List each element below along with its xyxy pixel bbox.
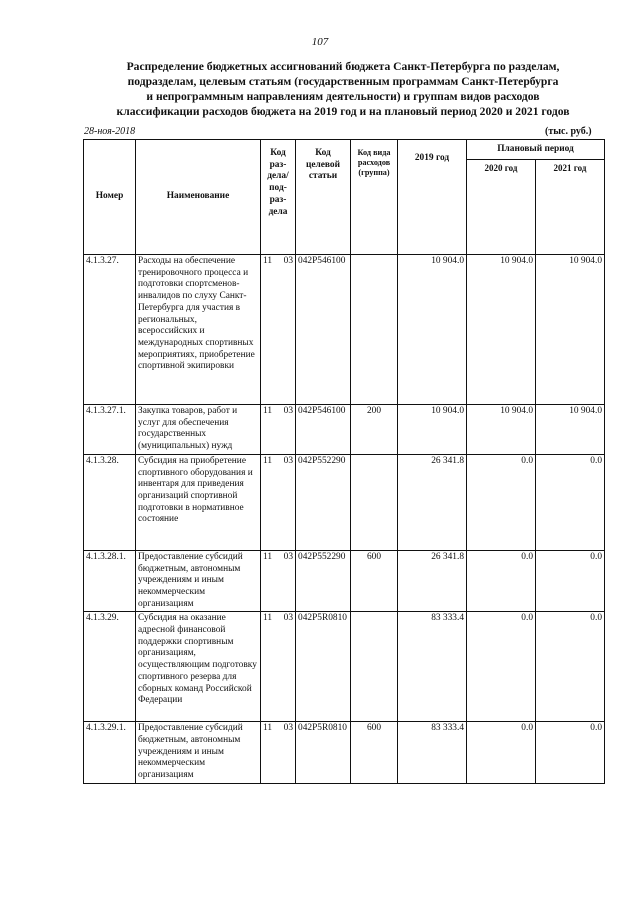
row-target: 042P546100 [296,405,351,455]
row-2019: 26 341.8 [398,550,467,612]
razdel-code: 11 [263,551,273,562]
row-2020: 0.0 [467,550,536,612]
row-2020: 0.0 [467,454,536,550]
razdel-code: 11 [263,613,273,624]
row-razdel [261,722,296,784]
row-2020: 0.0 [467,722,536,784]
row-2020: 10 904.0 [467,255,536,405]
budget-table [83,139,605,784]
subrazdel-code: 03 [283,256,293,266]
razdel-code: 11 [263,256,273,266]
row-2021: 0.0 [536,612,605,722]
table-row [84,405,605,455]
row-2019: 83 333.4 [398,612,467,722]
header-2019: 2019 год [398,140,467,255]
row-2019: 10 904.0 [398,255,467,405]
row-2021: 10 904.0 [536,255,605,405]
row-number: 4.1.3.28. [84,454,136,550]
razdel-code: 11 [263,455,273,466]
subrazdel-code: 03 [283,723,293,734]
row-2021: 10 904.0 [536,405,605,455]
razdel-code: 11 [263,406,273,416]
header-target: Код целевой статьи [296,140,351,255]
title-line: Распределение бюджетных ассигнований бюджета Санкт-Петербурга по разделам, [126,60,560,73]
razdel-code: 11 [263,723,273,734]
row-2019: 10 904.0 [398,405,467,455]
row-2021: 0.0 [536,722,605,784]
row-2021: 0.0 [536,550,605,612]
header-2020: 2020 год [467,160,536,255]
row-name: Субсидия на приобретение спортивного оборудования и инвентаря для приведения организаций спортивной подготовки в нормативное состояние [136,454,261,550]
subrazdel-code: 03 [283,455,293,466]
page-number: 107 [311,36,329,48]
table-row [84,612,605,722]
row-razdel [261,612,296,722]
title-line: классификации расходов бюджета на 2019 год и на плановый период 2020 и 2021 годов [116,105,570,118]
row-number: 4.1.3.27.1. [84,405,136,455]
row-razdel [261,255,296,405]
row-vid: 600 [351,722,398,784]
row-2020: 10 904.0 [467,405,536,455]
subrazdel-code: 03 [283,551,293,562]
row-razdel [261,550,296,612]
row-name: Предоставление субсидий бюджетным, автономным учреждениям и иным некоммерческим организациям [136,722,261,784]
table-row [84,255,605,405]
header-plan-period: Плановый период [467,140,605,160]
unit-label: (тыс. руб.) [545,126,592,137]
row-target: 042P5R0810 [296,612,351,722]
row-vid [351,612,398,722]
row-razdel [261,454,296,550]
row-razdel [261,405,296,455]
title-line: подразделам, целевым статьям (государственным программам Санкт-Петербурга [127,75,559,88]
table-body [84,255,605,784]
document-title [78,59,608,119]
row-target: 042P552290 [296,454,351,550]
subrazdel-code: 03 [283,613,293,624]
table-row [84,550,605,612]
row-name: Субсидия на оказание адресной финансовой поддержки спортивным организациям, осуществляющим подготовку спортивного резерва для сборных команд Российской Федерации [136,612,261,722]
row-2019: 26 341.8 [398,454,467,550]
row-2021: 0.0 [536,454,605,550]
row-number: 4.1.3.27. [84,255,136,405]
row-vid: 200 [351,405,398,455]
table-row [84,722,605,784]
document-date: 28-ноя-2018 [84,126,136,137]
row-target: 042P546100 [296,255,351,405]
row-number: 4.1.3.28.1. [84,550,136,612]
row-number: 4.1.3.29. [84,612,136,722]
row-target: 042P5R0810 [296,722,351,784]
row-vid: 600 [351,550,398,612]
row-name: Закупка товаров, работ и услуг для обеспечения государственных (муниципальных) нужд [136,405,261,455]
header-name: Наименование [136,140,261,255]
row-name: Предоставление субсидий бюджетным, автономным учреждениям и иным некоммерческим организациям [136,550,261,612]
row-target: 042P552290 [296,550,351,612]
header-number: Номер [84,140,136,255]
row-2020: 0.0 [467,612,536,722]
row-number: 4.1.3.29.1. [84,722,136,784]
header-vid: Код вида расходов (группа) [351,140,398,255]
row-vid [351,255,398,405]
row-vid [351,454,398,550]
table-row [84,454,605,550]
row-2019: 83 333.4 [398,722,467,784]
row-name: Расходы на обеспечение тренировочного процесса и подготовки спортсменов-инвалидов по слуху Санкт-Петербурга для участия в региональных, всероссийских и международных спортивных мероприятиях, приобретение спортивной экипировки [136,255,261,405]
header-2021: 2021 год [536,160,605,255]
header-razdel: Код раз-дела/ под-раз-дела [261,140,296,255]
title-line: и непрограммным направлениям деятельности) и группам видов расходов [146,90,540,103]
subrazdel-code: 03 [283,406,293,416]
